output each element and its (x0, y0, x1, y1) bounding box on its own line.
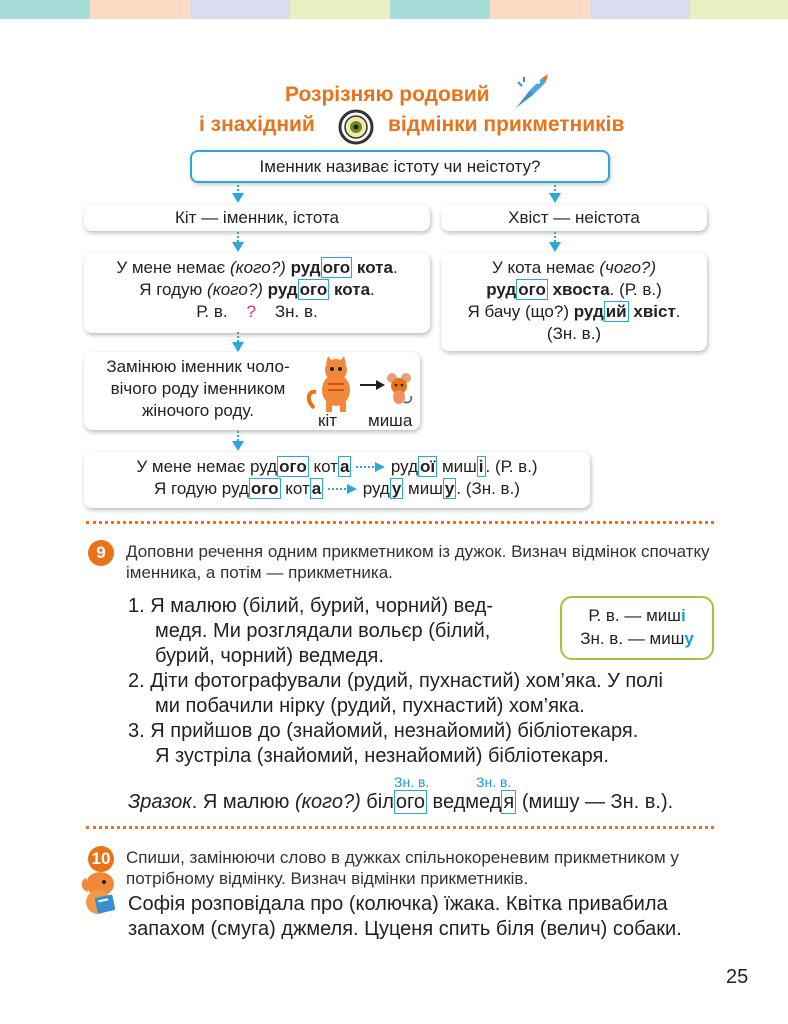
right-ex-line2: руд ого хвоста. (Р. в.) (486, 280, 662, 299)
task10-instruction: Спиши, замінюючи слово в дужках спільнокореневим прикметником у потрібному відмінку. Визнач відмінки прикметників. (126, 848, 679, 888)
left-example-box (84, 253, 430, 333)
task9-item1-line1: 1. Я малюю (білий, бурий, чорний) вед- (128, 595, 494, 617)
down-arrow-icon (546, 181, 564, 205)
dotted-arrow-icon (356, 462, 386, 472)
right-arrow-icon (360, 379, 386, 391)
divider (86, 826, 714, 829)
left-ex-line2: Я годую (кого?) руд ого кота. (139, 280, 375, 299)
hint-line2: Зн. в. — мишу (580, 629, 694, 648)
down-arrow-icon (229, 232, 247, 254)
mouse-caption: миша (368, 411, 413, 430)
strip-segment (290, 0, 390, 19)
left-head-box (84, 205, 430, 231)
strip-segment (390, 0, 490, 19)
page-title-line2a: і знахідний (199, 113, 315, 136)
task9-item2-line2: ми побачили нірку (рудий, пухнастий) хом’яка. (155, 695, 585, 717)
right-ex-line1: У кота немає (чого?) (491, 258, 657, 277)
mouse-picture (384, 370, 414, 406)
task9-item1-line2: медя. Ми розглядали вольєр (білий, (155, 620, 491, 642)
right-head-text: Хвіст — неістота (508, 208, 640, 227)
question-text: Іменник називає істоту чи неістоту? (259, 157, 541, 176)
result-line1: У мене немає руд ого кот а руд ої миш і . (Р. в.) (136, 457, 538, 476)
task9-sample: Зразок. Я малюю (кого?) біл ого ведмед я (мишу — Зн. в.). (128, 791, 674, 813)
down-arrow-icon (229, 332, 247, 354)
hint-note (560, 596, 714, 660)
replace-box (84, 352, 420, 430)
task9-instruction: Доповни речення одним прикметником із дужок. Визнач відмінок спочатку іменника, а потім — прикметника. (126, 542, 710, 582)
strip-segment (190, 0, 290, 19)
magnifier-eye-icon (338, 109, 374, 145)
case-label: Зн. в. (394, 774, 430, 790)
replace-text: Замінюю іменник чоловічого роду іменником жіночого роду. (106, 357, 290, 420)
divider (86, 521, 714, 524)
result-line2: Я годую руд ого кот а руд у миш у . (Зн. в.) (154, 479, 520, 498)
cat-picture (306, 356, 366, 414)
task10-text-line1: Софія розповідала про (колючка) їжака. Квітка привабила (128, 893, 668, 915)
strip-segment (90, 0, 190, 19)
left-head-text: Кіт — іменник, істота (175, 208, 339, 227)
right-example-box (441, 253, 707, 351)
left-ex-line3: Р. в. ? Зн. в. (196, 302, 318, 321)
question-box (190, 150, 610, 183)
task-number-badge: 10 (88, 846, 114, 872)
page-title-line2b: відмінки прикметників (388, 113, 625, 136)
down-arrow-icon (229, 431, 247, 453)
right-ex-line4: (Зн. в.) (546, 324, 602, 343)
page-number: 25 (726, 966, 749, 988)
task9-item1-line3: бурий, чорний) ведмедя. (155, 645, 384, 667)
task9-item3-line2: Я зустріла (знайомий, незнайомий) бібліотекаря. (155, 745, 609, 767)
pencil-mascot-icon (508, 72, 556, 112)
strip-segment (590, 0, 690, 19)
task9-item2-line1: 2. Діти фотографували (рудий, пухнастий) хом’яка. У полі (128, 670, 663, 692)
left-ex-line1: У мене немає (кого?) руд ого кота. (116, 258, 398, 277)
right-head-box (441, 205, 707, 231)
dotted-arrow-icon (328, 484, 358, 494)
down-arrow-icon (546, 232, 564, 254)
right-ex-line3: Я бачу (що?) руд ий хвіст. (467, 302, 681, 321)
strip-segment (0, 0, 90, 19)
down-arrow-icon (229, 181, 247, 205)
cat-caption: кіт (318, 411, 338, 430)
strip-segment (690, 0, 788, 19)
mascot-notebook-icon (76, 870, 120, 918)
task-number-badge: 9 (88, 540, 114, 566)
hint-line1: Р. в. — миші (588, 606, 686, 625)
task9-item3-line1: 3. Я прийшов до (знайомий, незнайомий) бібліотекаря. (128, 720, 639, 742)
result-box (84, 452, 590, 508)
case-label: Зн. в. (476, 774, 512, 790)
task10-text-line2: запахом (смуга) джмеля. Цуценя спить біля (велич) собаки. (128, 918, 682, 940)
strip-segment (490, 0, 590, 19)
page-title-line1: Розрізняю родовий (285, 83, 490, 106)
